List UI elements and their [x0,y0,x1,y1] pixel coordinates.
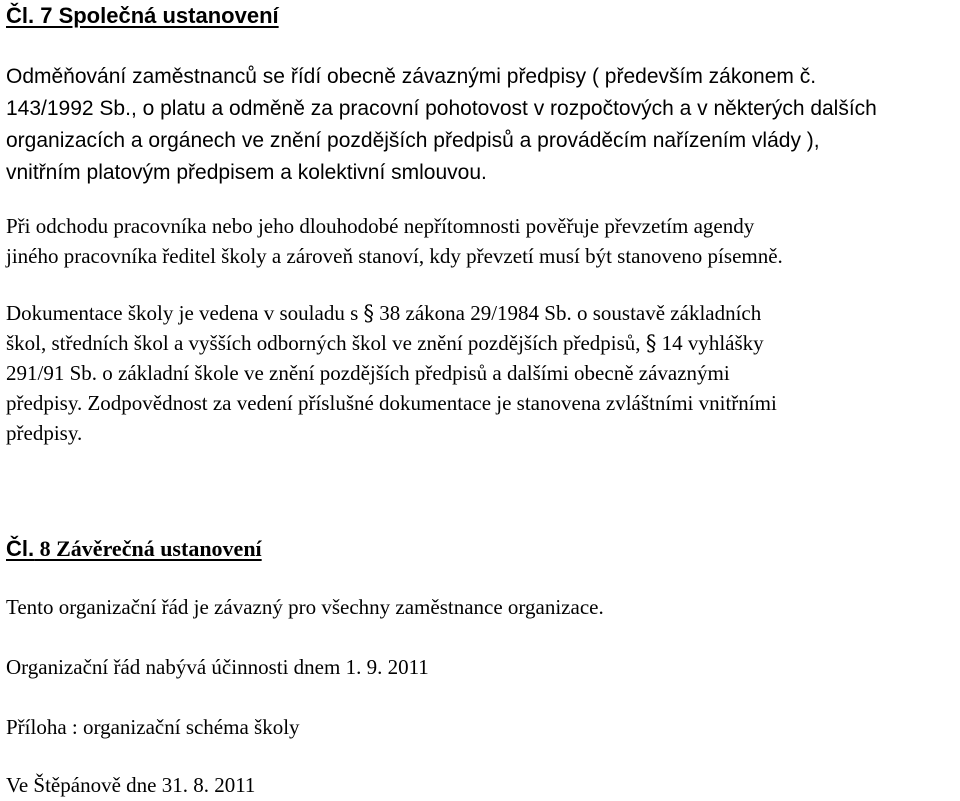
remuneration-paragraph [6,61,956,189]
text-line [6,298,956,328]
text-line: Při odchodu pracovníka nebo jeho dlouhodobé nepřítomnosti pověřuje převzetím agendy [6,214,755,238]
text-line: 291/91 Sb. o základní škole ve znění pozdějších předpisů a dalšími obecně závaznými [6,361,730,385]
text-line [6,328,956,358]
text-segment: škol, středních škol a vyšších odborných škol ve znění pozdějších předpisů, [6,331,646,355]
text-line: organizacích a orgánech ve znění pozdějších předpisů a prováděcím nařízením vlády ), [6,129,820,152]
binding-statement: Tento organizační řád je závazný pro všechny zaměstnance organizace. [6,595,604,619]
text-segment: 38 zákona 29/1984 Sb. o soustavě základních [374,301,762,325]
text-segment: 14 vyhlášky [656,331,764,355]
agenda-handover-paragraph [6,211,956,271]
section-sign: § [363,301,374,325]
effective-date-statement: Organizační řád nabývá účinnosti dnem 1. 9. 2011 [6,655,429,679]
section-sign: § [645,331,657,355]
section-7-heading: Čl. 7 Společná ustanovení [6,3,279,28]
text-line: vnitřním platovým předpisem a kolektivní smlouvou. [6,161,487,184]
text-line: jiného pracovníka ředitel školy a zároveň stanoví, kdy převzetí musí být stanoveno písemně. [6,244,783,268]
text-line: Odměňování zaměstnanců se řídí obecně závaznými předpisy ( především zákonem č. [6,65,817,88]
place-and-date: Ve Štěpánově dne 31. 8. 2011 [6,773,256,797]
section-8-heading [6,536,262,562]
heading-lead: Čl. [6,536,35,561]
text-line: předpisy. [6,421,83,445]
text-line: 143/1992 Sb., o platu a odměně za pracovní pohotovost v rozpočtových a v některých dalších [6,97,877,120]
attachment-note: Příloha : organizační schéma školy [6,715,300,739]
text-line: předpisy. Zodpovědnost za vedení příslušné dokumentace je stanovena zvláštními vnitřními [6,391,777,415]
documentation-paragraph [6,298,956,448]
text-segment: Dokumentace školy je vedena v souladu s [6,301,364,325]
heading-rest: 8 Závěrečná ustanovení [34,536,262,561]
